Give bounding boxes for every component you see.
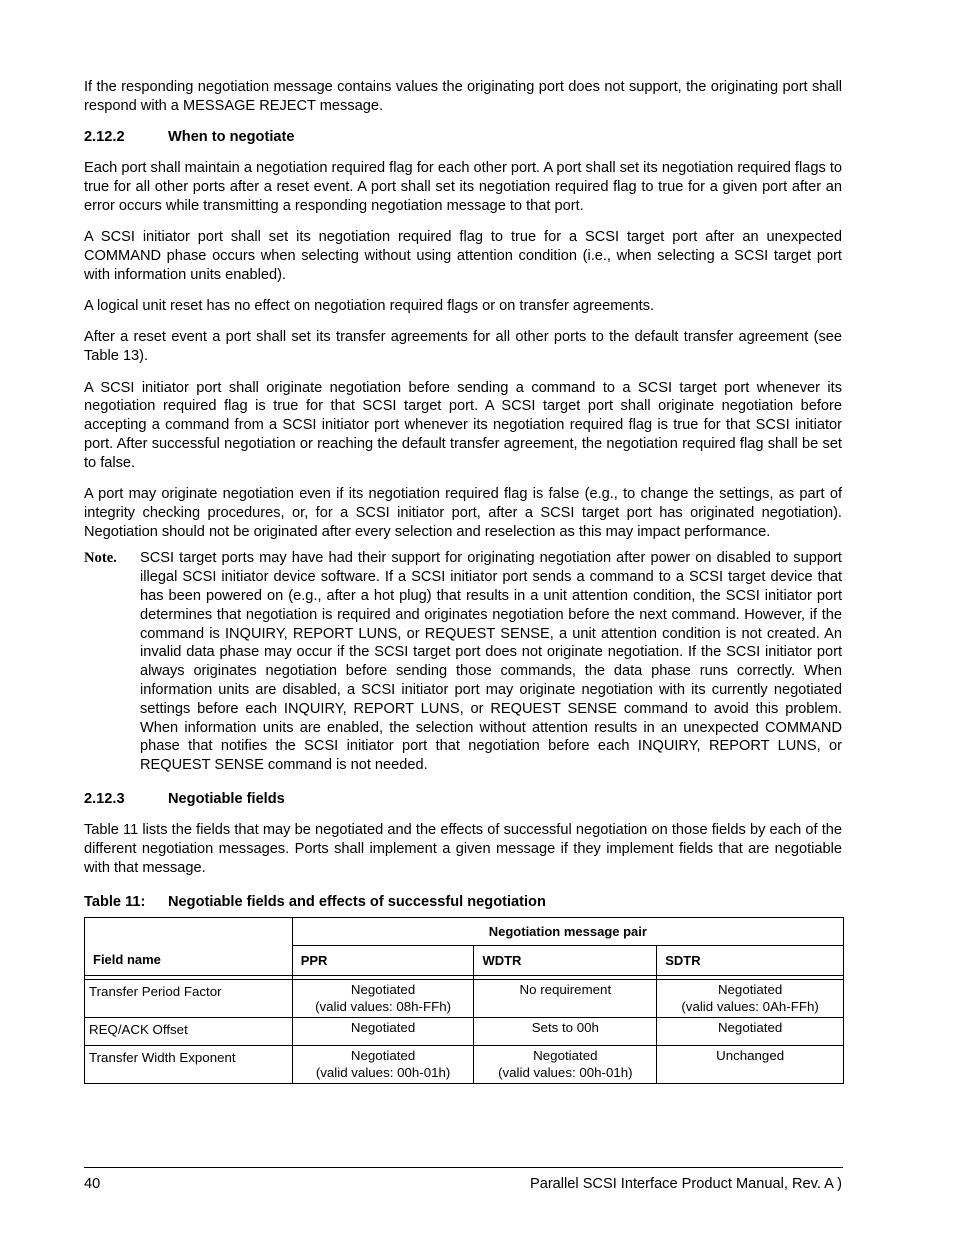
paragraph: Each port shall maintain a negotiation required flag for each other port. A port shall set its negotiation required flags to true for all other ports after a reset event. A port shall set its negotiation required flag to true for a given port after an error occurs while transmitting a responding negotiation message to that port. [84, 160, 842, 214]
section-number: 2.12.2 [84, 129, 125, 146]
section-title: Negotiable fields [168, 791, 285, 807]
paragraph: A SCSI initiator port shall originate negotiation before sending a command to a SCSI target port whenever its negotiation required flag is true for that SCSI target port. A SCSI target port shall originate negotiation before accepting a command from a SCSI initiator port whenever its negotiation required flag is true for that SCSI initiator port. After successful negotiation or reaching the default transfer agreement, the negotiation required flag shall be set to false. [84, 379, 842, 471]
column-header-sdtr: SDTR [657, 946, 844, 976]
section-title: When to negotiate [168, 129, 295, 146]
page-number: 40 [84, 1176, 101, 1192]
document-page [84, 78, 842, 1084]
field-cell: REQ/ACK Offset [85, 1018, 293, 1046]
note-block [84, 549, 842, 775]
paragraph: A SCSI initiator port shall set its negotiation required flag to true for a SCSI target port after an unexpected COMMAND phase occurs when selecting without using attention condition (i.e., when selecting a SCSI target port with information units enabled). [84, 229, 842, 283]
paragraph: A port may originate negotiation even if its negotiation required flag is false (e.g., to change the settings, as part of integrity checking procedures, or, for a SCSI initiator port, after a SCSI target port has originated negotiation). Negotiation should not be originated after every selection and reselection as this may impact performance. [84, 486, 842, 540]
section-heading [84, 128, 842, 147]
table-row [85, 1046, 844, 1084]
paragraph: If the responding negotiation message contains values the originating port does not support, the originating port shall respond with a MESSAGE REJECT message. [84, 79, 842, 114]
paragraph: After a reset event a port shall set its transfer agreements for all other ports to the default transfer agreement (see Table 13). [84, 329, 842, 365]
footer-title: Parallel SCSI Interface Product Manual, Rev. A ) [529, 1176, 842, 1192]
footer-rule [84, 1167, 843, 1168]
section-number: 2.12.3 [84, 791, 125, 807]
table-caption [84, 893, 842, 912]
sdtr-cell: Negotiated [657, 1018, 844, 1046]
table-number: Table 11: [84, 893, 146, 910]
table-title: Negotiable fields and effects of successful negotiation [168, 893, 546, 910]
column-header-ppr: PPR [292, 946, 474, 976]
paragraph: Table 11 lists the fields that may be negotiated and the effects of successful negotiation on those fields by each of the different negotiation messages. Ports shall implement a given message if they implement fields that are negotiable with that message. [84, 822, 842, 876]
wdtr-cell: Negotiated (valid values: 00h-01h) [474, 1046, 657, 1084]
ppr-cell: Negotiated [292, 1018, 474, 1046]
wdtr-cell: No requirement [474, 980, 657, 1018]
ppr-cell: Negotiated (valid values: 00h-01h) [292, 1046, 474, 1084]
sdtr-cell: Unchanged [657, 1046, 844, 1084]
ppr-cell: Negotiated (valid values: 08h-FFh) [292, 980, 474, 1018]
paragraph: A logical unit reset has no effect on negotiation required flags or on transfer agreements. [84, 298, 655, 315]
field-name-header: Field name [85, 918, 293, 976]
group-header: Negotiation message pair [292, 918, 843, 946]
field-cell: Transfer Width Exponent [85, 1046, 293, 1084]
table-row [85, 1018, 844, 1046]
note-text: SCSI target ports may have had their support for originating negotiation after power on disabled to support illegal SCSI initiator device software. If a SCSI initiator port sends a command to a SCSI target device that has been powered on (e.g., after a hot plug) that results in a unit attention condition, the SCSI initiator port determines that negotiation is required and originates negotiation before the next command. However, if the command is INQUIRY, REPORT LUNS, or REQUEST SENSE, a unit attention condition is not created. An invalid data phase may occur if the SCSI target port does not originate negotiation. If the SCSI initiator port always originates negotiation before sending those commands, the data phase runs correctly. When information units are disabled, a SCSI initiator port may originate negotiation with its currently negotiated settings before each INQUIRY, REPORT LUNS, or REQUEST SENSE command to avoid this problem. When information units are enabled, the selection without attention results in an unexpected COMMAND phase that notifies the SCSI initiator port that negotiation before each INQUIRY, REPORT LUNS, or REQUEST SENSE command is not needed. [140, 550, 842, 774]
field-cell: Transfer Period Factor [85, 980, 293, 1018]
column-header-wdtr: WDTR [474, 946, 657, 976]
note-label: Note. [84, 550, 117, 567]
section-heading [84, 790, 842, 809]
negotiable-fields-table [84, 917, 844, 1084]
table-row [85, 980, 844, 1018]
sdtr-cell: Negotiated (valid values: 0Ah-FFh) [657, 980, 844, 1018]
wdtr-cell: Sets to 00h [474, 1018, 657, 1046]
